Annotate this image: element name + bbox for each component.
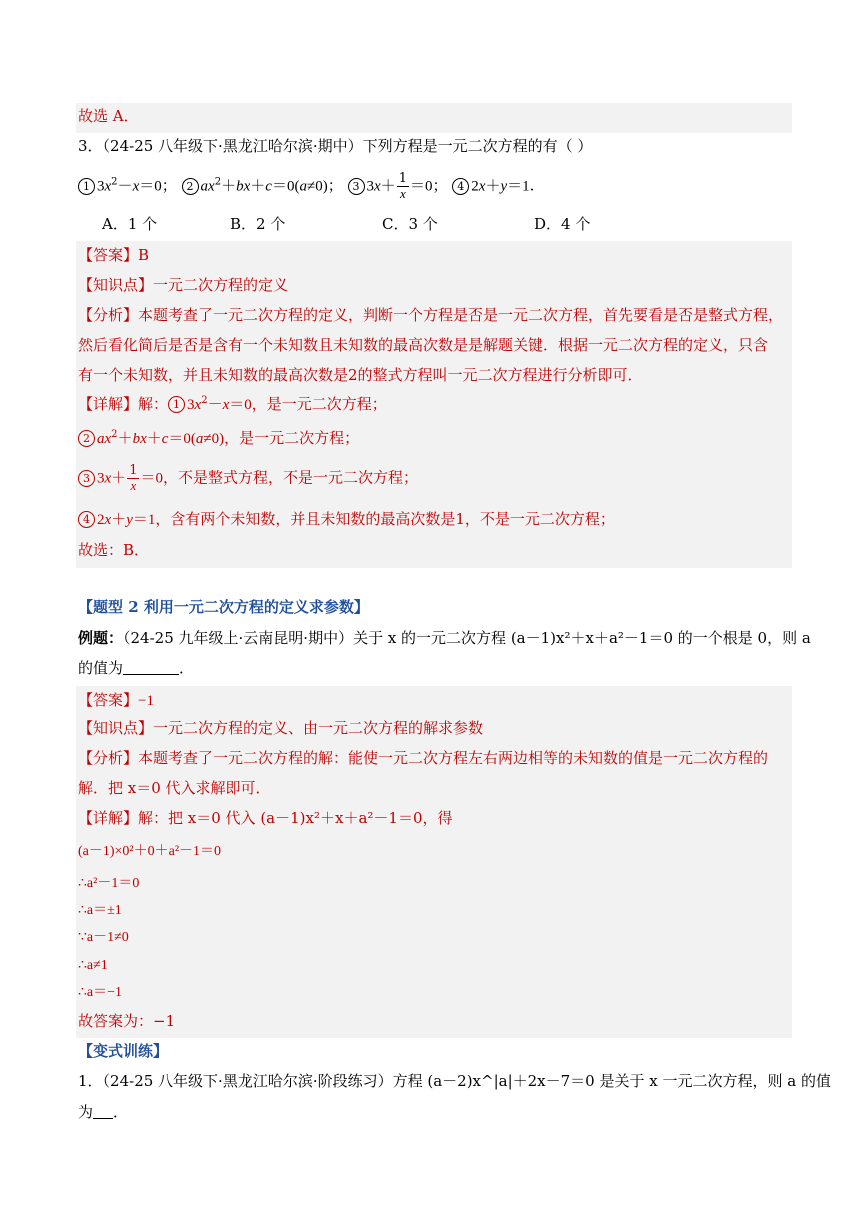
q3-analysis-3: 有一个未知数，并且未知数的最高次数是2的整式方程叫一元二次方程进行分析即可． (78, 366, 643, 384)
step-2: ∴a²－1＝0 (78, 876, 140, 891)
q3-analysis-2: 然后看化简后是否是含有一个未知数且未知数的最高次数是是解题关键．根据一元二次方程的定义，只含 (78, 336, 769, 354)
q3-detail-4: 4 2x＋y＝1，含有两个未知数，并且未知数的最高次数是1，不是一元二次方程； (78, 509, 615, 530)
example-line-2: 的值为 ． (78, 659, 195, 677)
variant-line-1: 1．（24-25 八年级下·黑龙江哈尔滨·阶段练习）方程 (a－2)x^|a|＋2x－7＝0 是关于 x 一元二次方程，则 a 的值 (78, 1072, 831, 1090)
example-analysis-2: 解．把 x＝0 代入求解即可． (78, 779, 271, 797)
answer-blank[interactable] (123, 660, 179, 675)
prev-final: 故选 A． (78, 107, 139, 125)
example-line-1: 例题：（24-25 九年级上·云南昆明·期中）关于 x 的一元二次方程 (a－1)x²＋x＋a²－1＝0 的一个根是 0，则 a (78, 629, 811, 647)
step-1: (a－1)×0²＋0＋a²－1＝0 (78, 844, 222, 859)
step-5: ∴a≠1 (78, 958, 108, 973)
example-detail: 【详解】解：把 x＝0 代入 (a－1)x²＋x＋a²－1＝0，得 (78, 809, 453, 827)
q3-detail-1: 【详解】解： 1 $3x^2-x=0$，是一元二次方程； (78, 395, 387, 413)
step-6: ∴a＝−1 (78, 985, 123, 1000)
variant-title: 【变式训练】 (78, 1042, 169, 1060)
example-analysis-1: 【分析】本题考查了一元二次方程的解：能使一元二次方程左右两边相等的未知数的值是一元二次方程的 (78, 749, 769, 767)
q3-detail-2: 2 $ax^2+bx+c=0(a\ne 0)$，是一元二次方程； (78, 428, 359, 449)
example-knowledge: 【知识点】一元二次方程的定义、由一元二次方程的解求参数 (78, 719, 484, 737)
prev-answer-box (76, 103, 792, 133)
variant-line-2: 为 ． (78, 1103, 129, 1121)
q3-answer: 【答案】B (78, 246, 150, 264)
q3-option-b: B．2 个 (230, 215, 286, 233)
q3-knowledge: 【知识点】一元二次方程的定义 (78, 276, 289, 294)
q3-option-c: C．3 个 (382, 215, 438, 233)
example-final: 故答案为：−1 (78, 1012, 176, 1030)
example-answer-box (76, 686, 792, 1038)
q3-option-d: D．4 个 (534, 215, 591, 233)
step-3: ∴a＝±1 (78, 903, 122, 918)
q3-option-a: A．1 个 (102, 215, 158, 233)
q3-stem: 3．（24-25 八年级下·黑龙江哈尔滨·期中）下列方程是一元二次方程的有（ ） (78, 137, 593, 155)
q3-analysis-1: 【分析】本题考查了一元二次方程的定义，判断一个方程是否是一元二次方程，首先要看是否是整式方程， (78, 306, 784, 324)
q3-detail-3: 3 3x＋ $\frac{1}{x}$ ＝0，不是整式方程，不是一元二次方程； (78, 464, 418, 493)
variant-answer-blank[interactable] (93, 1104, 113, 1119)
example-answer: 【答案】−1 (78, 691, 154, 709)
q3-equations: 1 $3x^2-x=0$； 2 $ax^2+bx+c=0(a\ne 0)$； 3 3x＋ $\frac{1}{x}$ ＝0； 4 2x＋y＝1. (78, 172, 534, 201)
step-4: ∵a－1≠0 (78, 930, 129, 945)
section2-title: 【题型 2 利用一元二次方程的定义求参数】 (78, 598, 369, 616)
q3-final: 故选：B． (78, 541, 150, 559)
